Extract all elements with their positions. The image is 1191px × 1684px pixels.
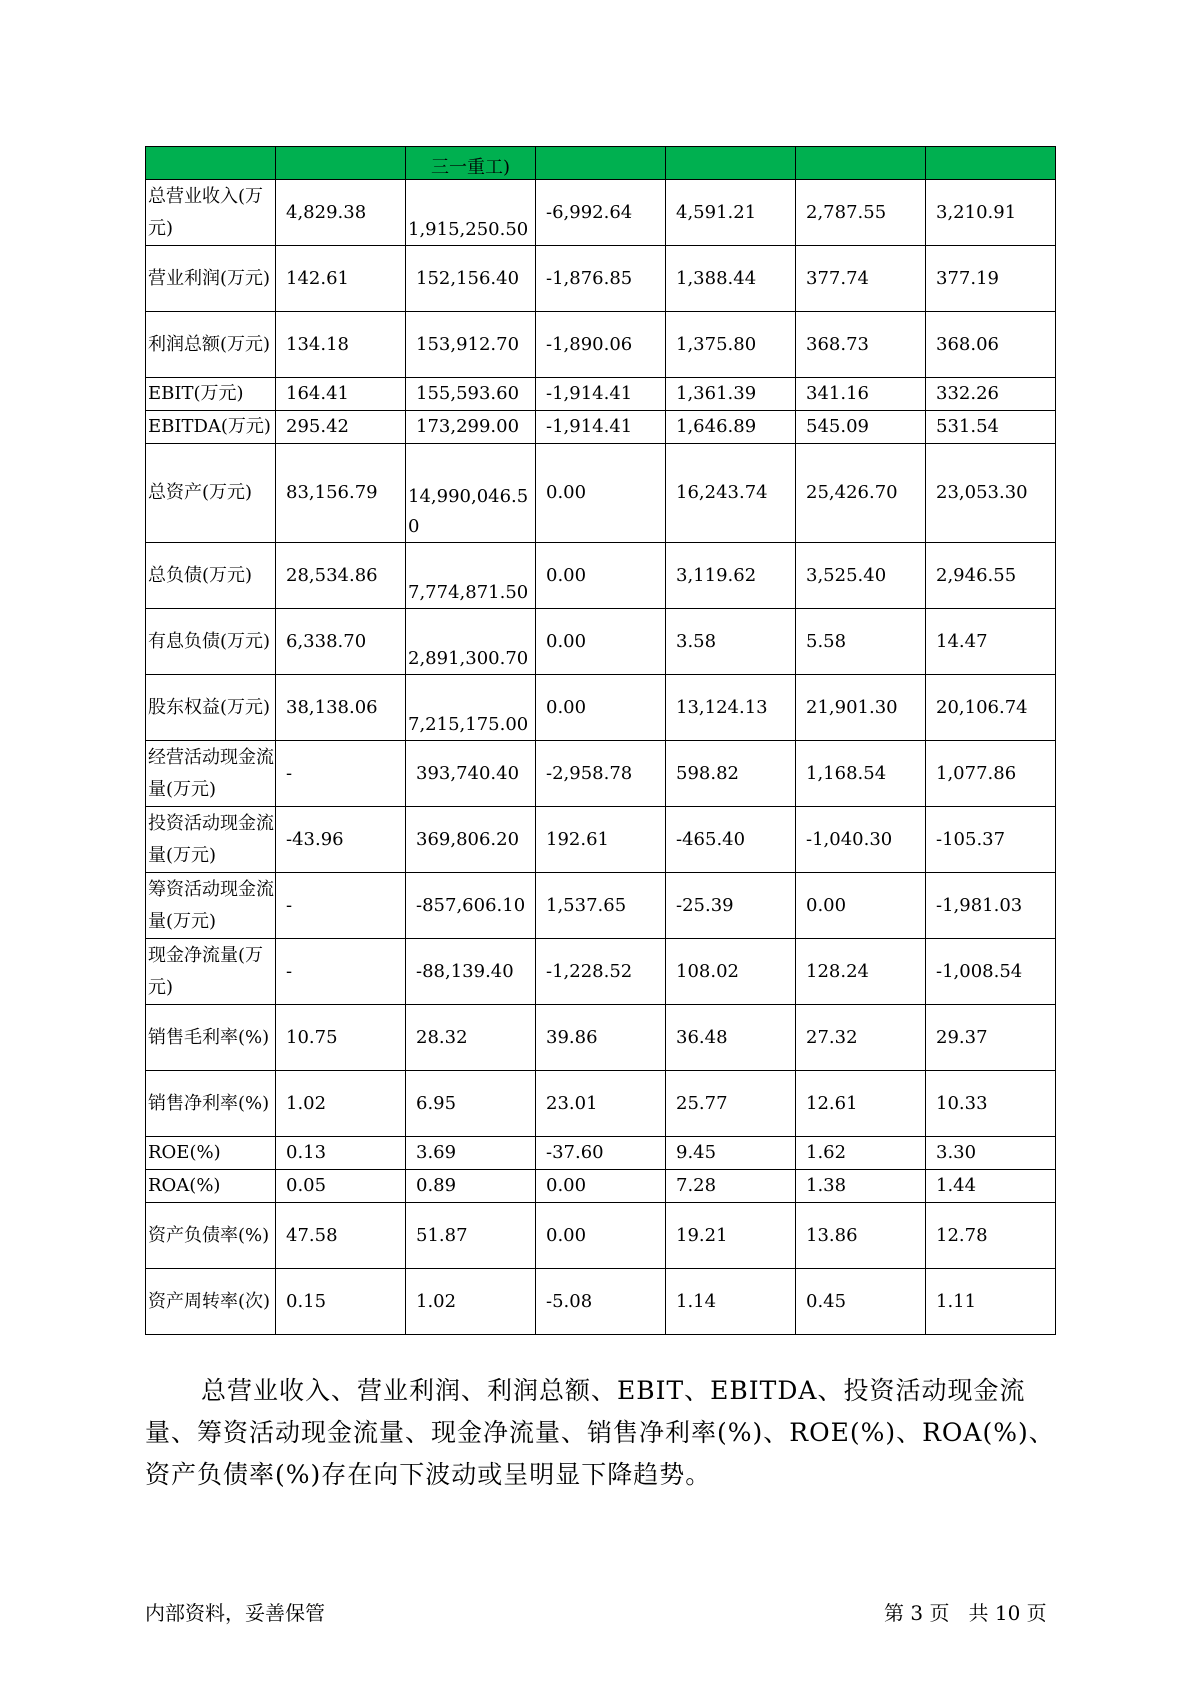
row-label-text: 股东权益(万元) [148,696,271,718]
table-cell: 19.21 [666,1203,796,1269]
table-row [146,1203,1056,1269]
table-cell: 108.02 [666,939,796,1005]
table-cell: 0.00 [536,543,666,609]
table-cell: 28,534.86 [276,543,406,609]
table-cell: 5.58 [796,609,926,675]
table-cell: 3,210.91 [926,180,1056,246]
summary-paragraph: 总营业收入、营业利润、利润总额、EBIT、EBITDA、投资活动现金流量、筹资活动现金流量、现金净流量、销售净利率(%)、ROE(%)、ROA(%)、资产负债率(%)存在向下波动或呈明显下降趋势。 [145,1376,1055,1489]
table-cell: 9.45 [666,1137,796,1170]
row-label [146,939,276,1005]
table-cell: 83,156.79 [276,444,406,543]
table-row [146,873,1056,939]
table-cell: 1.14 [666,1269,796,1335]
row-label [146,1137,276,1170]
table-cell: 0.89 [406,1170,536,1203]
row-label [146,411,276,444]
table-row [146,675,1056,741]
table-cell: -25.39 [666,873,796,939]
row-label-text: 营业利润(万元) [148,267,271,289]
row-label-text: 资产周转率(次) [148,1290,271,1312]
table-cell: 0.45 [796,1269,926,1335]
table-row [146,411,1056,444]
table-cell: -37.60 [536,1137,666,1170]
table-cell: 51.87 [406,1203,536,1269]
table-row [146,444,1056,543]
table-cell: 0.00 [796,873,926,939]
table-cell: 0.00 [536,1203,666,1269]
table-row [146,807,1056,873]
table-cell: 142.61 [276,246,406,312]
table-cell: 3.58 [666,609,796,675]
row-label [146,609,276,675]
table-cell: 1.02 [276,1071,406,1137]
table-cell: 14,990,046.50 [406,444,536,543]
table-cell: 134.18 [276,312,406,378]
table-cell: 6.95 [406,1071,536,1137]
table-cell: -1,914.41 [536,378,666,411]
row-label-text: 总资产(万元) [148,482,253,503]
table-cell: - [276,939,406,1005]
table-cell: 295.42 [276,411,406,444]
table-row [146,1005,1056,1071]
table-cell: -465.40 [666,807,796,873]
table-cell: - [276,741,406,807]
row-label-text: ROE(%) [148,1142,221,1163]
table-cell: 27.32 [796,1005,926,1071]
row-label-text: 销售毛利率(%) [148,1026,270,1048]
row-label-text: EBIT(万元) [148,383,244,404]
table-cell: 0.00 [536,675,666,741]
table-cell: -1,914.41 [536,411,666,444]
row-label-text: ROA(%) [148,1175,221,1196]
row-label-text: 总营业收入(万元) [148,185,264,239]
table-cell: -6,992.64 [536,180,666,246]
table-cell: 393,740.40 [406,741,536,807]
table-cell: -1,890.06 [536,312,666,378]
row-label-text: 销售净利率(%) [148,1092,270,1114]
row-label [146,180,276,246]
table-cell: 12.78 [926,1203,1056,1269]
row-label [146,1170,276,1203]
table-cell: 47.58 [276,1203,406,1269]
table-cell: 29.37 [926,1005,1056,1071]
table-cell: 1,168.54 [796,741,926,807]
header-label-cell [146,147,276,180]
table-cell: 7,774,871.50 [406,543,536,609]
row-label [146,312,276,378]
table-cell: 3.69 [406,1137,536,1170]
table-cell: 7,215,175.00 [406,675,536,741]
table-cell: 1.38 [796,1170,926,1203]
table-cell: 598.82 [666,741,796,807]
footer-page-number: 第 3 页 共 10 页 [884,1601,1047,1625]
table-cell: -1,876.85 [536,246,666,312]
table-cell: 0.13 [276,1137,406,1170]
table-cell: 1.62 [796,1137,926,1170]
row-label-text: 现金净流量(万元) [148,944,264,998]
table-cell: 23,053.30 [926,444,1056,543]
table-cell: 377.74 [796,246,926,312]
header-cell: 三一重工) [406,147,536,180]
table-cell: 16,243.74 [666,444,796,543]
table-cell: 7.28 [666,1170,796,1203]
table-cell: 14.47 [926,609,1056,675]
table-cell: 1,361.39 [666,378,796,411]
table-cell: 164.41 [276,378,406,411]
footer-confidential-note: 内部资料，妥善保管 [145,1601,325,1625]
table-row [146,1137,1056,1170]
table-cell: 192.61 [536,807,666,873]
table-cell: 341.16 [796,378,926,411]
table-cell: 4,591.21 [666,180,796,246]
row-label [146,1005,276,1071]
table-cell: -1,008.54 [926,939,1056,1005]
table-cell: 13,124.13 [666,675,796,741]
row-label [146,873,276,939]
table-cell: 1,375.80 [666,312,796,378]
header-cell [276,147,406,180]
table-cell: 1,388.44 [666,246,796,312]
table-cell: 4,829.38 [276,180,406,246]
table-cell: 1.02 [406,1269,536,1335]
table-cell: 1,537.65 [536,873,666,939]
table-cell: 1,915,250.50 [406,180,536,246]
table-cell: 25,426.70 [796,444,926,543]
table-cell: 0.00 [536,609,666,675]
header-cell [536,147,666,180]
row-label [146,246,276,312]
table-cell: 36.48 [666,1005,796,1071]
table-row [146,1071,1056,1137]
table-cell: 0.00 [536,444,666,543]
table-cell: -857,606.10 [406,873,536,939]
table-cell: 6,338.70 [276,609,406,675]
table-cell: 39.86 [536,1005,666,1071]
table-row [146,939,1056,1005]
table-cell: 28.32 [406,1005,536,1071]
table-cell: 1.11 [926,1269,1056,1335]
table-cell: 10.33 [926,1071,1056,1137]
table-cell: - [276,873,406,939]
row-label-text: 总负债(万元) [148,564,253,586]
table-cell: 155,593.60 [406,378,536,411]
table-row [146,1269,1056,1335]
table-cell: 545.09 [796,411,926,444]
table-cell: 128.24 [796,939,926,1005]
table-cell: -88,139.40 [406,939,536,1005]
table-cell: -2,958.78 [536,741,666,807]
table-row [146,378,1056,411]
table-cell: -5.08 [536,1269,666,1335]
table-row [146,741,1056,807]
table-row [146,180,1056,246]
table-cell: -105.37 [926,807,1056,873]
table-cell: 368.06 [926,312,1056,378]
table-cell: -1,981.03 [926,873,1056,939]
table-cell: 152,156.40 [406,246,536,312]
table-cell: 377.19 [926,246,1056,312]
table-cell: 38,138.06 [276,675,406,741]
row-label [146,378,276,411]
table-cell: 0.00 [536,1170,666,1203]
table-cell: 531.54 [926,411,1056,444]
row-label [146,1269,276,1335]
table-cell: 10.75 [276,1005,406,1071]
table-row [146,312,1056,378]
row-label-text: 有息负债(万元) [148,630,271,652]
table-cell: 1,077.86 [926,741,1056,807]
table-cell: -1,228.52 [536,939,666,1005]
row-label-text: EBITDA(万元) [148,416,271,437]
row-label [146,807,276,873]
table-cell: 13.86 [796,1203,926,1269]
row-label-text: 资产负债率(%) [148,1224,270,1246]
table-cell: 369,806.20 [406,807,536,873]
table-cell: 25.77 [666,1071,796,1137]
table-row [146,246,1056,312]
row-label [146,1071,276,1137]
table-cell: 21,901.30 [796,675,926,741]
row-label [146,543,276,609]
table-cell: 20,106.74 [926,675,1056,741]
table-cell: 2,891,300.70 [406,609,536,675]
row-label-text: 筹资活动现金流量(万元) [148,878,274,932]
table-cell: 0.15 [276,1269,406,1335]
row-label [146,1203,276,1269]
table-cell: 368.73 [796,312,926,378]
table-cell: 332.26 [926,378,1056,411]
table-cell: 0.05 [276,1170,406,1203]
header-cell [926,147,1056,180]
table-cell: -1,040.30 [796,807,926,873]
table-row [146,609,1056,675]
row-label-text: 利润总额(万元) [148,333,271,355]
row-label [146,675,276,741]
table-row [146,543,1056,609]
table-cell: 1,646.89 [666,411,796,444]
row-label-text: 经营活动现金流量(万元) [148,746,274,800]
table-cell: 3,119.62 [666,543,796,609]
table-cell: -43.96 [276,807,406,873]
table-row [146,1170,1056,1203]
table-cell: 12.61 [796,1071,926,1137]
row-label-text: 投资活动现金流量(万元) [148,812,274,866]
table-cell: 1.44 [926,1170,1056,1203]
table-cell: 173,299.00 [406,411,536,444]
table-cell: 23.01 [536,1071,666,1137]
table-cell: 153,912.70 [406,312,536,378]
table-cell: 2,787.55 [796,180,926,246]
header-cell [666,147,796,180]
row-label [146,444,276,543]
financial-data-table [145,146,1056,1335]
row-label [146,741,276,807]
table-cell: 3.30 [926,1137,1056,1170]
table-cell: 3,525.40 [796,543,926,609]
table-cell: 2,946.55 [926,543,1056,609]
table-header-row [146,147,1056,180]
header-cell [796,147,926,180]
